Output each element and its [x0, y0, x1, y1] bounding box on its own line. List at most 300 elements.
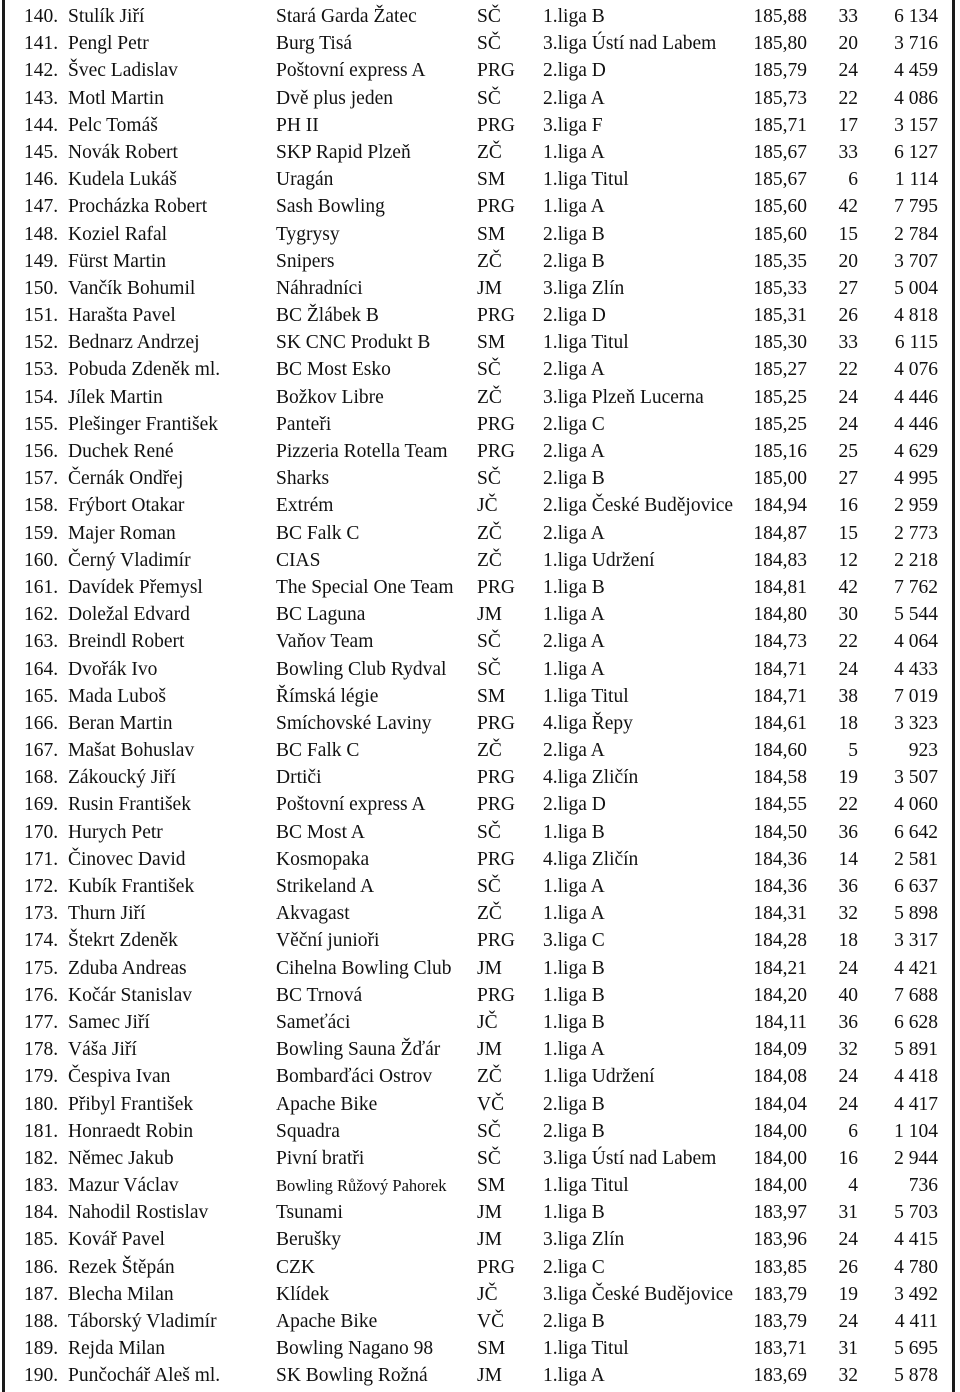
league-cell: 2.liga A	[543, 441, 605, 462]
rank-cell: 152.	[24, 332, 59, 354]
club-cell: BC Žlábek B	[276, 305, 379, 327]
pins-cell: 3 157	[894, 114, 938, 136]
club-cell: Vaňov Team	[276, 631, 374, 653]
table-row	[0, 819, 960, 846]
average-cell: 185,25	[753, 386, 807, 408]
region-cell: SČ	[477, 631, 501, 653]
league-cell: 2.liga B	[543, 1120, 605, 1142]
average-cell: 184,58	[753, 767, 807, 789]
games-cell: 31	[838, 1202, 858, 1224]
games-cell: 27	[838, 468, 858, 490]
table-row	[0, 628, 960, 655]
player-name-cell: Jílek Martin	[68, 386, 163, 408]
rank-cell: 164.	[24, 658, 59, 680]
games-cell: 38	[838, 685, 858, 707]
player-name-cell: Táborský Vladimír	[68, 1311, 217, 1332]
games-cell: 24	[838, 1066, 858, 1088]
table-row	[0, 900, 960, 927]
rank-cell: 167.	[24, 740, 59, 762]
pins-cell: 7 688	[894, 984, 938, 1006]
player-name-cell: Motl Martin	[68, 87, 164, 109]
games-cell: 27	[838, 277, 858, 299]
games-cell: 22	[838, 794, 858, 816]
player-name-cell: Dvořák Ivo	[68, 658, 158, 680]
pins-cell: 4 629	[894, 441, 938, 462]
player-name-cell: Majer Roman	[68, 522, 176, 544]
club-cell: Squadra	[276, 1120, 340, 1142]
rank-cell: 187.	[24, 1283, 59, 1305]
region-cell: SČ	[477, 87, 501, 109]
average-cell: 184,71	[753, 685, 807, 707]
club-cell: BC Falk C	[276, 740, 360, 762]
region-cell: SM	[477, 1175, 506, 1197]
club-cell: Drtiči	[276, 767, 322, 789]
club-cell: Snipers	[276, 250, 335, 272]
club-cell: Bowling Club Rydval	[276, 658, 447, 680]
club-cell: BC Trnová	[276, 984, 363, 1006]
games-cell: 4	[848, 1175, 858, 1197]
table-row	[0, 356, 960, 383]
average-cell: 185,31	[753, 305, 807, 327]
games-cell: 6	[848, 169, 858, 191]
rank-cell: 159.	[24, 522, 59, 544]
league-cell: 3.liga Zlín	[543, 1229, 625, 1251]
region-cell: SČ	[477, 359, 501, 381]
games-cell: 42	[838, 576, 858, 598]
region-cell: ZČ	[477, 141, 502, 163]
club-cell: SK CNC Produkt B	[276, 332, 431, 354]
region-cell: ZČ	[477, 549, 502, 571]
league-cell: 1.liga B	[543, 957, 605, 979]
average-cell: 184,36	[753, 848, 807, 870]
club-cell: BC Most Esko	[276, 359, 391, 381]
pins-cell: 5 898	[894, 903, 938, 925]
league-cell: 3.liga Plzeň Lucerna	[543, 386, 704, 408]
player-name-cell: Fürst Martin	[68, 250, 167, 272]
pins-cell: 4 459	[894, 60, 938, 82]
table-row	[0, 1226, 960, 1253]
games-cell: 19	[838, 767, 858, 789]
table-row	[0, 329, 960, 356]
rank-cell: 148.	[24, 223, 59, 245]
games-cell: 32	[838, 1365, 858, 1387]
table-row	[0, 601, 960, 628]
region-cell: PRG	[477, 1256, 515, 1278]
pins-cell: 2 773	[894, 522, 938, 544]
region-cell: PRG	[477, 196, 515, 218]
rank-cell: 186.	[24, 1256, 59, 1278]
games-cell: 24	[838, 957, 858, 979]
average-cell: 184,81	[753, 576, 807, 598]
average-cell: 184,61	[753, 712, 807, 734]
pins-cell: 3 716	[894, 33, 938, 55]
average-cell: 185,79	[753, 60, 807, 82]
pins-cell: 6 637	[894, 876, 938, 897]
club-cell: Berušky	[276, 1229, 341, 1251]
league-cell: 2.liga D	[543, 60, 606, 82]
games-cell: 33	[838, 6, 858, 27]
league-cell: 3.liga České Budějovice	[543, 1283, 734, 1305]
player-name-cell: Bednarz Andrzej	[68, 332, 200, 354]
league-cell: 2.liga B	[543, 1093, 605, 1115]
pins-cell: 4 060	[894, 794, 938, 816]
player-name-cell: Černý Vladimír	[68, 549, 191, 571]
rank-cell: 156.	[24, 441, 59, 462]
pins-cell: 6 628	[894, 1011, 938, 1033]
club-cell: Bowling Nagano 98	[276, 1338, 434, 1360]
region-cell: JM	[477, 1365, 502, 1387]
player-name-cell: Činovec David	[68, 848, 186, 870]
games-cell: 22	[838, 359, 858, 381]
games-cell: 42	[838, 196, 858, 218]
player-name-cell: Kočár Stanislav	[68, 984, 193, 1006]
region-cell: SM	[477, 685, 506, 707]
league-cell: 1.liga A	[543, 141, 605, 163]
pins-cell: 5 703	[894, 1202, 938, 1224]
games-cell: 15	[838, 223, 858, 245]
player-name-cell: Čespiva Ivan	[68, 1066, 171, 1088]
region-cell: JM	[477, 1039, 502, 1061]
player-name-cell: Breindl Robert	[68, 631, 185, 653]
club-cell: Náhradníci	[276, 277, 363, 299]
club-cell: Pivní bratři	[276, 1147, 365, 1169]
club-cell: Římská légie	[276, 685, 379, 707]
table-row	[0, 411, 960, 438]
table-row	[0, 57, 960, 84]
average-cell: 184,60	[753, 740, 807, 762]
average-cell: 183,69	[753, 1365, 807, 1387]
region-cell: SM	[477, 332, 506, 354]
region-cell: PRG	[477, 712, 515, 734]
rank-cell: 189.	[24, 1338, 59, 1360]
average-cell: 184,55	[753, 794, 807, 816]
average-cell: 184,09	[753, 1039, 807, 1061]
average-cell: 185,60	[753, 196, 807, 218]
region-cell: JM	[477, 1202, 502, 1224]
league-cell: 1.liga B	[543, 576, 605, 598]
rank-cell: 188.	[24, 1311, 59, 1332]
average-cell: 184,11	[754, 1011, 807, 1033]
table-row	[0, 873, 960, 900]
average-cell: 183,71	[753, 1338, 807, 1360]
player-name-cell: Beran Martin	[68, 712, 173, 734]
rank-cell: 146.	[24, 169, 59, 191]
region-cell: SČ	[477, 658, 501, 680]
league-cell: 2.liga A	[543, 740, 605, 762]
games-cell: 24	[838, 1311, 858, 1332]
table-row	[0, 112, 960, 139]
average-cell: 185,25	[753, 413, 807, 435]
games-cell: 32	[838, 903, 858, 925]
league-cell: 3.liga Ústí nad Labem	[543, 33, 717, 55]
league-cell: 4.liga Zličín	[543, 848, 639, 870]
average-cell: 185,60	[753, 223, 807, 245]
table-row	[0, 547, 960, 574]
rank-cell: 142.	[24, 60, 59, 82]
player-name-cell: Honraedt Robin	[68, 1120, 194, 1142]
games-cell: 25	[838, 441, 858, 462]
table-row	[0, 791, 960, 818]
club-cell: Panteři	[276, 413, 332, 435]
games-cell: 31	[838, 1338, 858, 1360]
pins-cell: 4 417	[894, 1093, 938, 1115]
pins-cell: 6 642	[894, 821, 938, 843]
league-cell: 2.liga C	[543, 1256, 605, 1278]
rank-cell: 166.	[24, 712, 59, 734]
league-cell: 1.liga B	[543, 1011, 605, 1033]
league-cell: 1.liga B	[543, 1202, 605, 1224]
player-name-cell: Přibyl František	[68, 1093, 194, 1115]
player-name-cell: Plešinger František	[68, 413, 219, 435]
average-cell: 184,80	[753, 604, 807, 626]
league-cell: 1.liga B	[543, 984, 605, 1006]
league-cell: 1.liga B	[543, 821, 605, 843]
league-cell: 1.liga Titul	[543, 332, 629, 354]
pins-cell: 5 695	[894, 1338, 938, 1360]
rank-cell: 176.	[24, 984, 59, 1006]
table-row	[0, 275, 960, 302]
league-cell: 4.liga Řepy	[543, 712, 633, 734]
average-cell: 183,96	[753, 1229, 807, 1251]
region-cell: ZČ	[477, 740, 502, 762]
table-row	[0, 30, 960, 57]
table-row	[0, 248, 960, 275]
table-row	[0, 302, 960, 329]
rank-cell: 168.	[24, 767, 59, 789]
region-cell: PRG	[477, 60, 515, 82]
league-cell: 2.liga A	[543, 359, 605, 381]
average-cell: 184,00	[753, 1175, 807, 1197]
table-row	[0, 1199, 960, 1226]
average-cell: 184,83	[753, 549, 807, 571]
average-cell: 185,80	[753, 33, 807, 55]
rank-cell: 165.	[24, 685, 59, 707]
club-cell: Akvagast	[276, 903, 350, 925]
pins-cell: 4 064	[894, 631, 938, 653]
average-cell: 185,35	[753, 250, 807, 272]
games-cell: 24	[838, 413, 858, 435]
pins-cell: 7 019	[894, 685, 938, 707]
region-cell: SM	[477, 223, 506, 245]
club-cell: BC Most A	[276, 821, 365, 843]
games-cell: 26	[838, 305, 858, 327]
region-cell: SČ	[477, 6, 501, 27]
club-cell: Tygrysy	[276, 223, 340, 245]
table-row	[0, 710, 960, 737]
player-name-cell: Kudela Lukáš	[68, 169, 177, 191]
club-cell: Smíchovské Laviny	[276, 712, 432, 734]
rank-cell: 175.	[24, 957, 59, 979]
league-cell: 1.liga Titul	[543, 169, 629, 191]
club-cell: SKP Rapid Plzeň	[276, 141, 411, 163]
pins-cell: 2 218	[894, 549, 938, 571]
table-row	[0, 683, 960, 710]
rank-cell: 153.	[24, 359, 59, 381]
rank-cell: 155.	[24, 413, 59, 435]
table-row	[0, 193, 960, 220]
league-cell: 2.liga B	[543, 468, 605, 490]
region-cell: SČ	[477, 1147, 501, 1169]
region-cell: SČ	[477, 1120, 501, 1142]
rank-cell: 180.	[24, 1093, 59, 1115]
rank-cell: 170.	[24, 821, 59, 843]
games-cell: 15	[838, 522, 858, 544]
club-cell: BC Laguna	[276, 604, 366, 626]
league-cell: 1.liga A	[543, 658, 605, 680]
club-cell: CIAS	[276, 549, 321, 571]
player-name-cell: Blecha Milan	[68, 1283, 174, 1305]
region-cell: PRG	[477, 576, 515, 598]
table-row	[0, 139, 960, 166]
pins-cell: 6 134	[894, 6, 938, 27]
region-cell: PRG	[477, 114, 515, 136]
club-cell: Burg Tisá	[276, 33, 353, 55]
league-cell: 1.liga Titul	[543, 1338, 629, 1360]
league-cell: 4.liga Zličín	[543, 767, 639, 789]
average-cell: 185,30	[753, 332, 807, 354]
games-cell: 36	[838, 876, 858, 897]
pins-cell: 5 004	[894, 277, 938, 299]
average-cell: 184,87	[753, 522, 807, 544]
table-row	[0, 955, 960, 982]
league-cell: 1.liga A	[543, 1039, 605, 1061]
player-name-cell: Mazur Václav	[68, 1175, 179, 1197]
player-name-cell: Davídek Přemysl	[68, 576, 203, 598]
pins-cell: 2 581	[894, 848, 938, 870]
club-cell: Dvě plus jeden	[276, 87, 393, 109]
rank-cell: 144.	[24, 114, 59, 136]
rank-cell: 183.	[24, 1175, 59, 1197]
club-cell: Tsunami	[276, 1202, 343, 1224]
games-cell: 14	[838, 848, 858, 870]
average-cell: 185,27	[753, 359, 807, 381]
table-row	[0, 492, 960, 519]
player-name-cell: Němec Jakub	[68, 1147, 174, 1169]
table-row	[0, 221, 960, 248]
rank-cell: 173.	[24, 903, 59, 925]
pins-cell: 4 086	[894, 87, 938, 109]
average-cell: 184,94	[753, 495, 807, 517]
rank-cell: 190.	[24, 1365, 59, 1387]
player-name-cell: Punčochář Aleš ml.	[68, 1365, 221, 1387]
rank-cell: 147.	[24, 196, 59, 218]
rank-cell: 172.	[24, 876, 59, 897]
average-cell: 185,67	[753, 169, 807, 191]
games-cell: 22	[838, 87, 858, 109]
player-name-cell: Mašat Bohuslav	[68, 740, 195, 762]
pins-cell: 7 795	[894, 196, 938, 218]
club-cell: Sameťáci	[276, 1011, 351, 1033]
average-cell: 185,16	[753, 441, 807, 462]
rank-cell: 177.	[24, 1011, 59, 1033]
league-cell: 2.liga B	[543, 250, 605, 272]
player-name-cell: Samec Jiří	[68, 1011, 150, 1033]
club-cell: Věční junioři	[276, 930, 380, 952]
pins-cell: 5 878	[894, 1365, 938, 1387]
average-cell: 185,67	[753, 141, 807, 163]
table-row	[0, 656, 960, 683]
player-name-cell: Kubík František	[68, 876, 195, 897]
games-cell: 36	[838, 821, 858, 843]
pins-cell: 1 104	[894, 1120, 938, 1142]
pins-cell: 4 780	[894, 1256, 938, 1278]
rank-cell: 185.	[24, 1229, 59, 1251]
region-cell: ZČ	[477, 386, 502, 408]
club-cell: Sash Bowling	[276, 196, 385, 218]
region-cell: JČ	[477, 495, 498, 517]
average-cell: 184,50	[753, 821, 807, 843]
average-cell: 184,04	[753, 1093, 807, 1115]
pins-cell: 2 959	[894, 495, 938, 517]
club-cell: Bowling Sauna Žďár	[276, 1039, 441, 1061]
rank-cell: 181.	[24, 1120, 59, 1142]
club-cell: SK Bowling Rožná	[276, 1365, 428, 1387]
average-cell: 184,73	[753, 631, 807, 653]
region-cell: SM	[477, 169, 506, 191]
games-cell: 24	[838, 60, 858, 82]
pins-cell: 6 115	[894, 332, 938, 354]
table-row	[0, 1172, 960, 1199]
games-cell: 19	[838, 1283, 858, 1305]
league-cell: 2.liga A	[543, 522, 605, 544]
rank-cell: 160.	[24, 549, 59, 571]
rank-cell: 151.	[24, 305, 59, 327]
games-cell: 16	[838, 495, 858, 517]
player-name-cell: Nahodil Rostislav	[68, 1202, 209, 1224]
games-cell: 26	[838, 1256, 858, 1278]
pins-cell: 1 114	[894, 169, 938, 191]
pins-cell: 4 433	[894, 658, 938, 680]
games-cell: 32	[838, 1039, 858, 1061]
games-cell: 6	[848, 1120, 858, 1142]
league-cell: 2.liga C	[543, 413, 605, 435]
player-name-cell: Mada Luboš	[68, 685, 167, 707]
games-cell: 24	[838, 658, 858, 680]
club-cell: Pizzeria Rotella Team	[276, 441, 448, 462]
club-cell: BC Falk C	[276, 522, 360, 544]
table-row	[0, 574, 960, 601]
club-cell: Poštovní express A	[276, 60, 426, 82]
rank-cell: 184.	[24, 1202, 59, 1224]
table-row	[0, 166, 960, 193]
pins-cell: 4 818	[894, 305, 938, 327]
average-cell: 184,00	[753, 1120, 807, 1142]
player-name-cell: Černák Ondřej	[68, 468, 184, 490]
club-cell: Kosmopaka	[276, 848, 370, 870]
league-cell: 1.liga Titul	[543, 1175, 629, 1197]
league-cell: 3.liga Ústí nad Labem	[543, 1147, 717, 1169]
club-cell: Stará Garda Žatec	[276, 6, 417, 27]
pins-cell: 4 995	[894, 468, 938, 490]
player-name-cell: Thurn Jiří	[68, 903, 146, 925]
club-cell: Poštovní express A	[276, 794, 426, 816]
region-cell: PRG	[477, 794, 515, 816]
rank-cell: 174.	[24, 930, 59, 952]
rank-cell: 179.	[24, 1066, 59, 1088]
club-cell: Apache Bike	[276, 1311, 378, 1332]
region-cell: JČ	[477, 1283, 498, 1305]
average-cell: 184,36	[753, 876, 807, 897]
club-cell: Extrém	[276, 495, 334, 517]
pins-cell: 3 492	[894, 1283, 938, 1305]
league-cell: 1.liga A	[543, 1365, 605, 1387]
league-cell: 1.liga A	[543, 903, 605, 925]
rank-cell: 157.	[24, 468, 59, 490]
average-cell: 184,31	[753, 903, 807, 925]
league-cell: 3.liga F	[543, 114, 603, 136]
player-name-cell: Vančík Bohumil	[68, 277, 196, 299]
league-cell: 2.liga A	[543, 87, 605, 109]
